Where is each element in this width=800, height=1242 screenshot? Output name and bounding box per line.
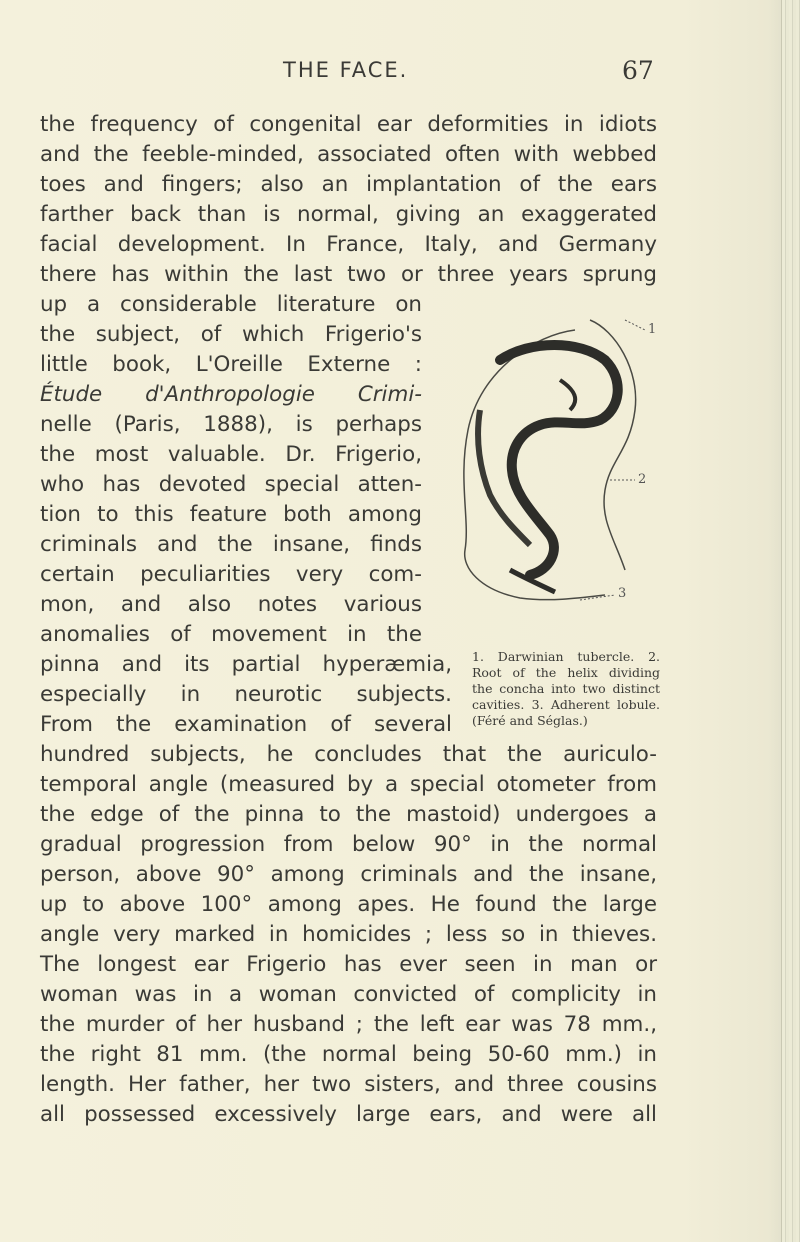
figure-caption-line: Root of the helix dividing [472, 665, 660, 680]
figure-label-2: 2 [638, 472, 647, 487]
body-line: person, above 90° among criminals and the insane, [40, 862, 657, 887]
figure-caption-line: (Féré and Séglas.) [472, 713, 588, 728]
figure-caption-line: 1. Darwinian tubercle. 2. [472, 649, 660, 664]
figure-caption-line: cavities. 3. Adherent lobule. [472, 697, 660, 712]
body-line: the frequency of congenital ear deformities in idiots [40, 112, 657, 137]
body-line: woman was in a woman convicted of complicity in [40, 982, 657, 1007]
figure-caption-line: the concha into two distinct [472, 681, 660, 696]
running-head: THE FACE. [283, 58, 409, 82]
body-line [40, 350, 422, 380]
body-line: facial development. In France, Italy, and Germany [40, 232, 657, 257]
body-line: the edge of the pinna to the mastoid) undergoes a [40, 802, 657, 827]
ear-illustration [440, 300, 680, 620]
body-line: farther back than is normal, giving an exaggerated [40, 202, 657, 227]
body-line: mon, and also notes various [40, 592, 422, 617]
body-line: angle very marked in homicides ; less so in thieves. [40, 922, 657, 947]
body-line: up to above 100° among apes. He found the large [40, 892, 657, 917]
body-line: up a considerable literature on [40, 292, 422, 317]
page-edge [781, 0, 800, 1242]
body-line: the subject, of which Frigerio's [40, 322, 422, 347]
body-line: temporal angle (measured by a special otometer from [40, 772, 657, 797]
body-line: pinna and its partial hyperæmia, [40, 652, 452, 677]
figure-label-1: 1 [648, 322, 657, 337]
body-line: especially in neurotic subjects. [40, 682, 452, 707]
body-line-text: little book, L'Oreille Externe : [40, 352, 422, 377]
body-line: nelle (Paris, 1888), is perhaps [40, 412, 422, 437]
body-line: gradual progression from below 90° in the normal [40, 832, 657, 857]
figure-label-3: 3 [618, 586, 627, 601]
body-line: criminals and the insane, finds [40, 532, 422, 557]
page-header [0, 56, 800, 86]
body-line: From the examination of several [40, 712, 452, 737]
body-line: there has within the last two or three years sprung [40, 262, 657, 287]
body-line: length. Her father, her two sisters, and three cousins [40, 1072, 657, 1097]
body-line: all possessed excessively large ears, and were all [40, 1102, 657, 1127]
body-line: and the feeble-minded, associated often with webbed [40, 142, 657, 167]
body-line: toes and fingers; also an implantation of the ears [40, 172, 657, 197]
body-line: Étude d'Anthropologie Crimi- [40, 382, 422, 407]
body-line: the most valuable. Dr. Frigerio, [40, 442, 422, 467]
body-line: The longest ear Frigerio has ever seen in man or [40, 952, 657, 977]
body-line: the murder of her husband ; the left ear was 78 mm., [40, 1012, 657, 1037]
body-line: tion to this feature both among [40, 502, 422, 527]
body-line: anomalies of movement in the [40, 622, 422, 647]
ear-drawing [440, 300, 680, 620]
body-line: who has devoted special atten- [40, 472, 422, 497]
body-line: the right 81 mm. (the normal being 50-60 mm.) in [40, 1042, 657, 1067]
body-line: certain peculiarities very com- [40, 562, 422, 587]
body-line: hundred subjects, he concludes that the auriculo- [40, 742, 657, 767]
page-number: 67 [622, 56, 654, 85]
